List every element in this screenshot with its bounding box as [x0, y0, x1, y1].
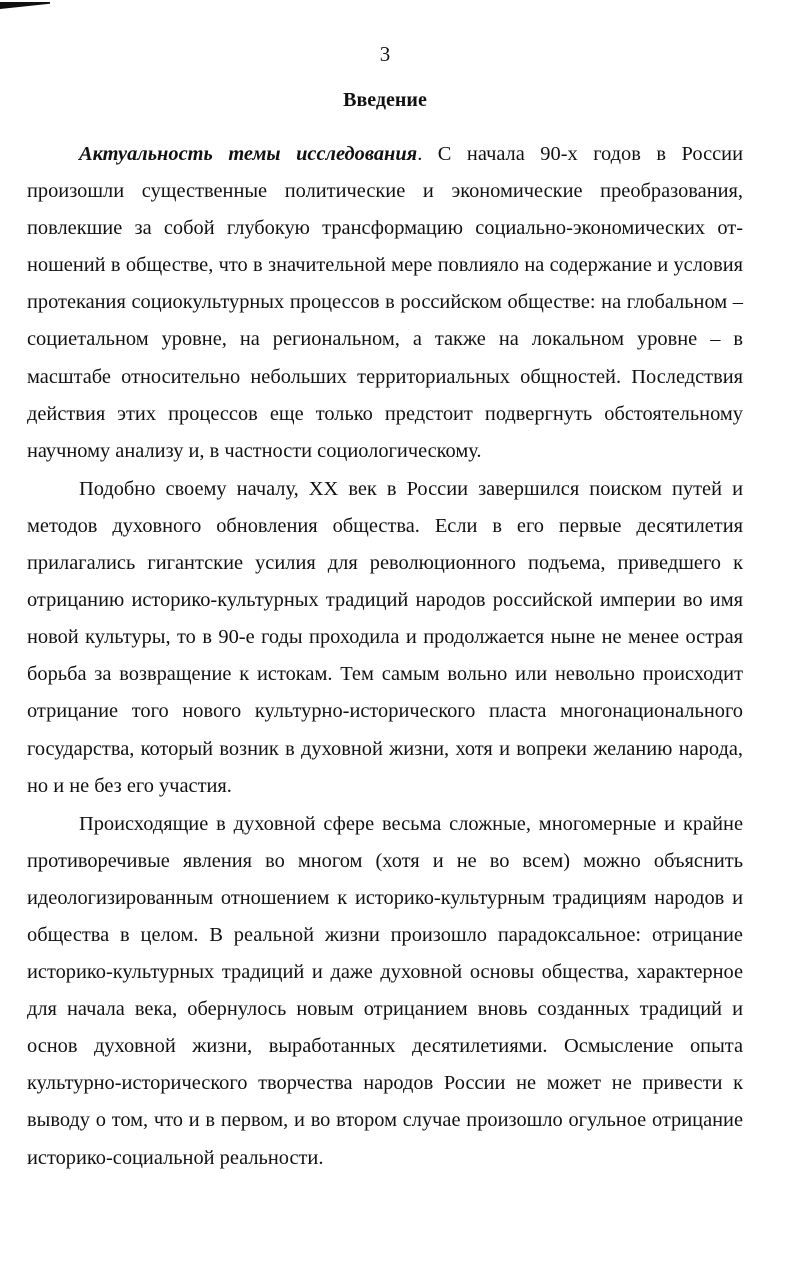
paragraph-lead-phrase: Актуальность темы исследования — [79, 143, 418, 165]
paragraph-spiritual-sphere: Происходящие в духовной сфере весьма сложные, многомерные и крайне противоречивые явления во многом (хотя и не во всем) можно объяснить идеологизированным отношением к историко-культурным традициям народов и общества в целом. В реальной жизни произошло парадоксальное: отрицание историко-культурных традиций и даже духовной основы общества, характерное для начала века, обернулось новым отрицанием вновь созданных традиций и основ духовной жизни, выработанных десятилетиями. Осмысление опыта культурно-исторического творчества народов России не может не привести к выводу о том, что и в первом, и во втором случае произошло огульное отрицание историко-социальной реальности. — [27, 812, 743, 1169]
paragraph-relevance — [27, 136, 743, 470]
paragraph-twentieth-century: Подобно своему началу, XX век в России завершился поиском путей и методов духовного обновления общества. Если в его первые десятилетия прилагались гигантские усилия для революционного подъема, приведшего к отрицанию историко-культурных традиций народов российской империи во имя новой культуры, то в 90-е годы проходила и продолжается ныне не менее острая борьба за возвращение к истокам. Тем самым вольно или невольно происходит отрицание того нового культурно-исторического пласта многонационального государства, который возник в духовной жизни, хотя и вопреки желанию народа, но и не без его участия. — [27, 477, 743, 797]
document-body — [27, 136, 743, 1177]
page-number: 3 — [379, 42, 391, 66]
scan-edge-mark — [0, 2, 50, 9]
paragraph-text: . С начала 90-х годов в России произошли существенные политические и экономические преобразования, повлекшие за собой глубокую трансформацию социально-экономических отношений в обществе, что в значительной мере повлияло на содержание и условия протекания социокультурных процессов в российском обществе: на глобальном – социетальном уровне, на региональном, а также на локальном уровне – в масштабе относительно небольших территориальных общностей. Последствия действия этих процессов еще только предстоит подвергнуть обстоятельному научному анализу и, в частности социологическому. — [27, 143, 743, 462]
section-heading: Введение — [343, 89, 427, 111]
